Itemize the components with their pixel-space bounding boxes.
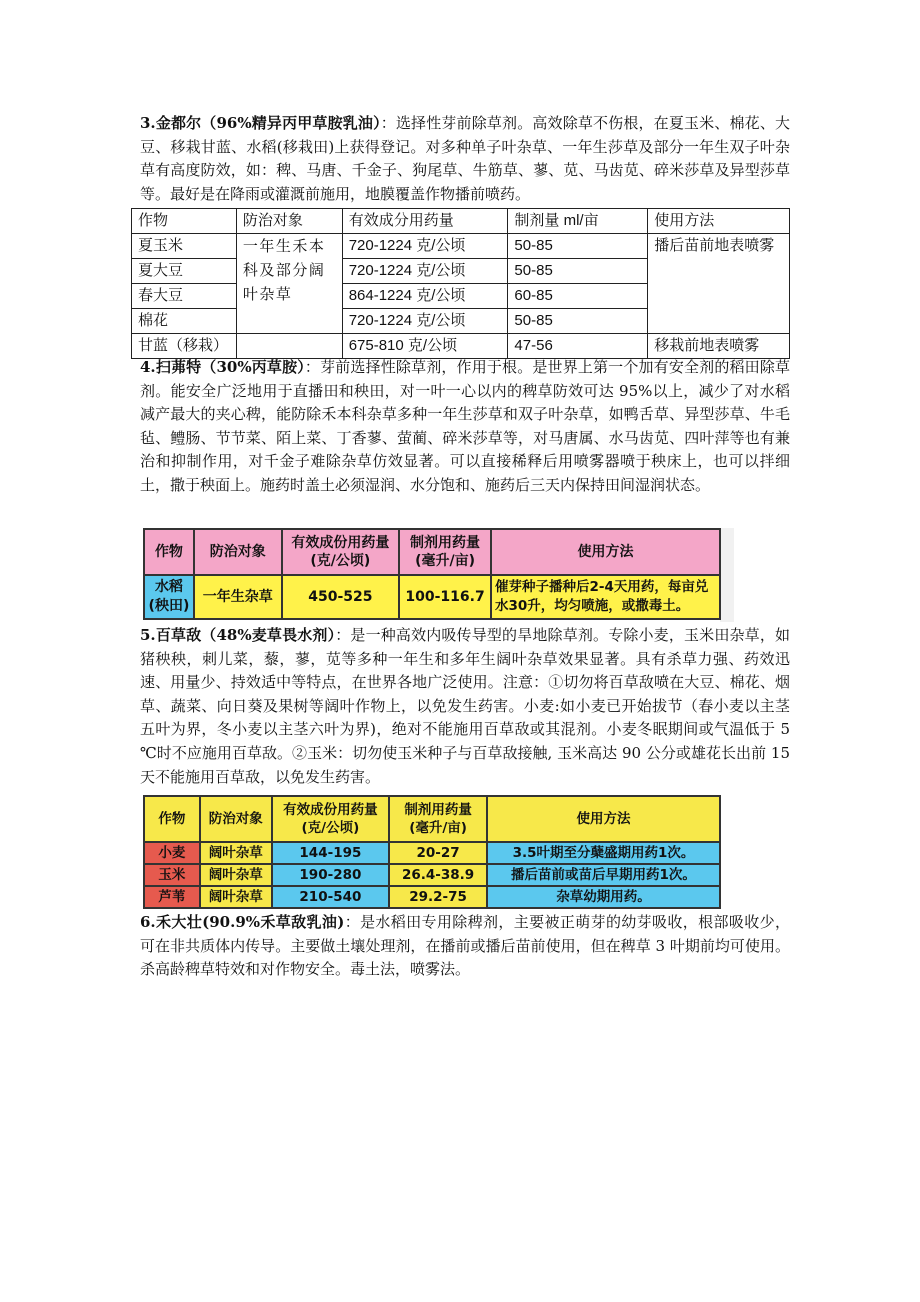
header-amount: 制剂用药量 (毫升/亩): [399, 529, 491, 575]
header-amount: 制剂量 ml/亩: [508, 209, 648, 234]
cell-crop: 甘蓝（移栽）: [132, 334, 237, 359]
cell-method: 杂草幼期用药。: [487, 886, 720, 908]
cell-method: 催芽种子播种后2-4天用药，每亩兑水30升，均匀喷施，或撒毒土。: [491, 575, 720, 619]
cell-amount: 50-85: [508, 309, 648, 334]
cell-crop: 水稻 (秧田): [144, 575, 194, 619]
cell-amount: 50-85: [508, 234, 648, 259]
table-row: [144, 575, 720, 619]
cell-crop: 芦苇: [144, 886, 200, 908]
section-4-heading: 4.扫茀特（30%丙草胺）: [140, 358, 305, 376]
cell-dose: 450-525: [282, 575, 400, 619]
section-3-heading: 3.金都尔（96%精异丙甲草胺乳油）: [140, 114, 381, 132]
table-header-row: [132, 209, 790, 234]
header-dose: 有效成份用药量 (克/公顷): [282, 529, 400, 575]
header-crop: 作物: [144, 796, 200, 842]
header-method: 使用方法: [491, 529, 720, 575]
cell-crop: 夏玉米: [132, 234, 237, 259]
cell-crop: 夏大豆: [132, 259, 237, 284]
section-5-text: [140, 624, 790, 789]
section-3: [140, 112, 790, 206]
cell-crop: 玉米: [144, 864, 200, 886]
header-method: 使用方法: [648, 209, 790, 234]
header-crop: 作物: [144, 529, 194, 575]
section-6-heading: 6.禾大壮(90.9%禾草敌乳油): [140, 913, 345, 931]
cell-dose: 210-540: [272, 886, 390, 908]
section-5-heading: 5.百草敌（48%麦草畏水剂）: [140, 626, 336, 644]
header-target: 防治对象: [200, 796, 272, 842]
section-3-text: [140, 112, 790, 206]
cell-target: 一年生杂草: [194, 575, 282, 619]
table-row: [144, 864, 720, 886]
cell-amount: 26.4-38.9: [389, 864, 487, 886]
table-row: [144, 886, 720, 908]
cell-amount: 60-85: [508, 284, 648, 309]
header-method: 使用方法: [487, 796, 720, 842]
cell-dose: 190-280: [272, 864, 390, 886]
header-dose: 有效成分用药量: [342, 209, 508, 234]
header-dose: 有效成份用药量 (克/公顷): [272, 796, 390, 842]
cell-amount: 29.2-75: [389, 886, 487, 908]
cell-target: 一年生禾本科及部分阔叶杂草: [236, 234, 342, 334]
table-row: [132, 334, 790, 359]
cell-dose: 720-1224 克/公顷: [342, 309, 508, 334]
table-header-row: [144, 796, 720, 842]
cell-method: 3.5叶期至分蘖盛期用药1次。: [487, 842, 720, 864]
cell-target-empty: [236, 334, 342, 359]
cell-crop: 棉花: [132, 309, 237, 334]
image-edge: [720, 528, 734, 622]
cell-target: 阔叶杂草: [200, 842, 272, 864]
section-3-body: ：选择性芽前除草剂。高效除草不伤根，在夏玉米、棉花、大豆、移栽甘蓝、水稻(移栽田)上获得登记。对多种单子叶杂草、一年生莎草及部分一年生双子叶杂草有高度防效，如：稗、马唐、千金子、狗尾草、牛筋草、蓼、苋、马齿苋、碎米莎草及异型莎草等。最好是在降雨或灌溉前施用，地膜覆盖作物播前喷药。: [140, 114, 790, 203]
section-6-body: ：是水稻田专用除稗剂，主要被正萌芽的幼芽吸收，根部吸收少，可在非共质体内传导。主要做土壤处理剂，在播前或播后苗前使用，但在稗草 3 叶期前均可使用。杀高龄稗草特效和对作物安全。毒土法，喷雾法。: [140, 913, 790, 979]
cell-amount: 20-27: [389, 842, 487, 864]
cell-dose: 720-1224 克/公顷: [342, 234, 508, 259]
section-5-body: ：是一种高效内吸传导型的旱地除草剂。专除小麦，玉米田杂草，如猪秧秧，刺儿菜，藜，蓼，苋等多种一年生和多年生阔叶杂草效果显著。具有杀草力强、药效迅速、用量少、持效适中等特点，在世界各地广泛使用。注意：①切勿将百草敌喷在大豆、棉花、烟草、蔬菜、向日葵及果树等阔叶作物上，以免发生药害。小麦:如小麦已开始拔节（春小麦以主茎五叶为界，冬小麦以主茎六叶为界)，绝对不能施用百草敌或其混剂。小麦冬眠期间或气温低于 5 ℃时不应施用百草敌。②玉米：切勿使玉米种子与百草敌接触, 玉米高达 90 公分或雄花长出前 15 天不能施用百草敌，以免发生药害。: [140, 626, 790, 786]
header-target: 防治对象: [194, 529, 282, 575]
cell-dose: 864-1224 克/公顷: [342, 284, 508, 309]
cell-target: 阔叶杂草: [200, 886, 272, 908]
table-baicaodi: [143, 795, 721, 909]
section-4: [140, 356, 790, 498]
header-amount: 制剂用药量 (毫升/亩): [389, 796, 487, 842]
cell-crop: 小麦: [144, 842, 200, 864]
cell-dose: 144-195: [272, 842, 390, 864]
table-row: [144, 842, 720, 864]
cell-target: 阔叶杂草: [200, 864, 272, 886]
cell-amount: 47-56: [508, 334, 648, 359]
table-header-row: [144, 529, 720, 575]
header-crop: 作物: [132, 209, 237, 234]
cell-amount: 100-116.7: [399, 575, 491, 619]
section-4-text: [140, 356, 790, 498]
cell-dose: 720-1224 克/公顷: [342, 259, 508, 284]
section-6-text: [140, 911, 790, 982]
cell-amount: 50-85: [508, 259, 648, 284]
cell-method: 播后苗前或苗后早期用药1次。: [487, 864, 720, 886]
table-saofute: [143, 528, 721, 620]
cell-crop: 春大豆: [132, 284, 237, 309]
section-6: [140, 911, 790, 982]
section-4-body: ：芽前选择性除草剂，作用于根。是世界上第一个加有安全剂的稻田除草剂。能安全广泛地用于直播田和秧田，对一叶一心以内的稗草防效可达 95%以上，减少了对水稻减产最大的夹心稗，能防除禾本科杂草多种一年生莎草和双子叶杂草，如鸭舌草、异型莎草、牛毛毡、鳢肠、节节菜、陌上菜、丁香蓼、萤蔺、碎米莎草等，对马唐属、水马齿苋、四叶萍等也有兼治和抑制作用，对千金子难除杂草仿效显著。可以直接稀释后用喷雾器喷于秧床上，也可以拌细土，撒于秧面上。施药时盖土必须湿润、水分饱和、施药后三天内保持田间湿润状态。: [140, 358, 790, 494]
cell-dose: 675-810 克/公顷: [342, 334, 508, 359]
header-target: 防治对象: [236, 209, 342, 234]
cell-method: 移栽前地表喷雾: [648, 334, 790, 359]
cell-method: 播后苗前地表喷雾: [648, 234, 790, 334]
section-5: [140, 624, 790, 789]
table-jinduer: [131, 208, 790, 359]
table-row: [132, 234, 790, 259]
